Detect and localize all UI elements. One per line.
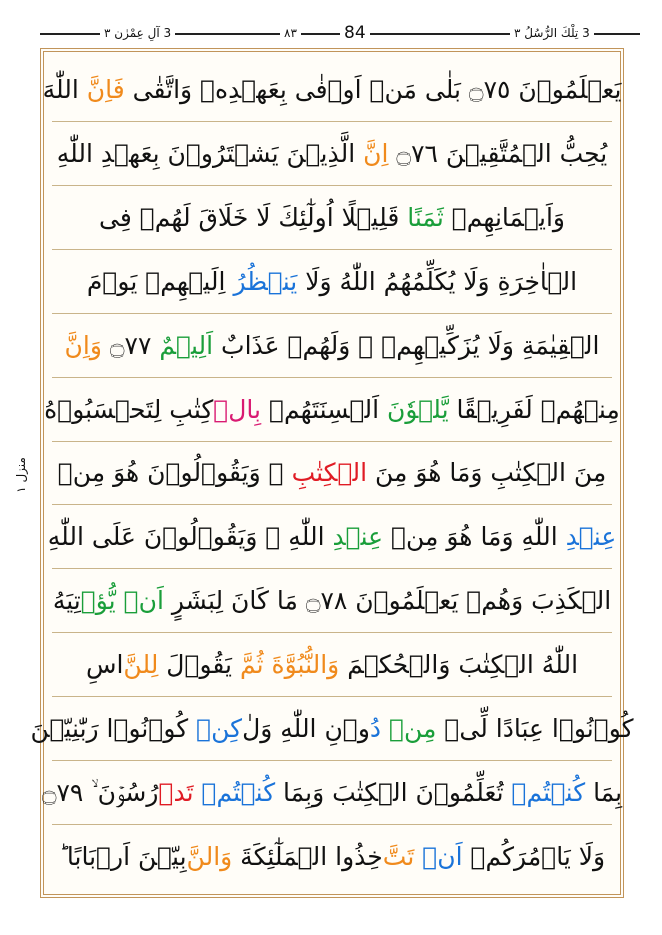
text-line bbox=[52, 825, 612, 888]
text-segment: الۡكِتٰبِ bbox=[291, 458, 368, 488]
text-line bbox=[52, 314, 612, 378]
text-line bbox=[41, 761, 623, 825]
text-segment: عِنۡدِ bbox=[565, 522, 617, 552]
text-segment: خِذُوا الۡمَلٰٓئِكَةَ bbox=[232, 842, 383, 872]
text-segment: الۡاٰخِرَةِ وَلَا يُكَلِّمُهُمُ اللّٰهُ وَلَا bbox=[297, 266, 578, 296]
text-segment: اِنَّ bbox=[363, 138, 389, 168]
text-segment: دُ bbox=[369, 714, 382, 744]
header-surah-name: 3 آلِ عِمْرٰن ٣ bbox=[100, 22, 175, 44]
text-segment: كِتٰبِ لِتَحۡسَبُوۡهُ bbox=[44, 394, 214, 424]
text-segment: يَقُوۡلَ bbox=[158, 650, 240, 680]
header-page-arabic: ٨٣ bbox=[280, 22, 301, 44]
text-segment bbox=[264, 650, 272, 679]
text-segment: اللّٰهِ وَمَا هُوَ مِنۡ bbox=[383, 522, 566, 552]
text-segment: وۡنِ اللّٰهِ وَلٰ bbox=[242, 714, 370, 744]
text-segment: كُوۡنُوۡا رَبّٰنِيّٖنَ bbox=[30, 714, 197, 744]
text-segment: وَاِنَّ bbox=[64, 330, 102, 360]
text-segment: يَعۡلَمُوۡنَ ۝٧٥ بَلٰى مَنۡ اَوۡفٰى بِعَهۡدِهٖ وَاتَّقٰى bbox=[124, 74, 622, 104]
text-segment: اسِ bbox=[85, 650, 124, 680]
text-segment: مِنۡ bbox=[388, 714, 437, 744]
text-segment: فَاِنَّ bbox=[86, 74, 125, 104]
text-segment: كِنۡ bbox=[196, 714, 243, 744]
text-segment: تِيَهُ bbox=[52, 586, 81, 616]
text-line bbox=[44, 378, 620, 442]
text-segment: اللّٰهَ bbox=[42, 74, 87, 104]
text-segment: تَدۡ bbox=[158, 778, 202, 808]
text-segment: اَلِيۡمٌ bbox=[159, 330, 214, 360]
text-segment: ۝٧٧ bbox=[101, 330, 160, 360]
text-segment bbox=[414, 842, 422, 871]
text-segment: بِيّٖنَ اَرۡبَابًا ؕ bbox=[58, 842, 187, 872]
text-segment: قَلِيۡلًا اُولٰٓئِكَ لَا خَلَاقَ لَهُمۡ فِى bbox=[99, 202, 408, 232]
text-segment: ۚ وَيَقُوۡلُوۡنَ هُوَ مِنۡ bbox=[57, 458, 292, 488]
text-segment: اَلۡسِنَتَهُمۡ bbox=[261, 394, 388, 424]
text-line bbox=[52, 250, 612, 314]
text-segment: عِنۡدِ bbox=[332, 522, 384, 552]
text-segment: مِنَ الۡكِتٰبِ وَمَا هُوَ مِنَ bbox=[367, 458, 607, 488]
text-segment bbox=[381, 714, 389, 743]
text-segment: يَنۡظُرُ bbox=[233, 266, 298, 296]
text-segment: رُسُوۡنَ ۙ ۝٧٩ bbox=[41, 777, 159, 807]
text-segment: بِمَا bbox=[585, 778, 623, 808]
text-line bbox=[30, 697, 634, 761]
text-line bbox=[52, 442, 612, 506]
text-segment: كُنۡتُمۡ bbox=[511, 778, 586, 808]
text-segment: تُعَلِّمُوۡنَ الۡكِتٰبَ وَبِمَا bbox=[275, 778, 512, 808]
text-segment: وَاَيۡمَانِهِمۡ bbox=[443, 202, 565, 232]
manzil-marker bbox=[8, 430, 34, 520]
header-page-number: 84 bbox=[340, 22, 370, 44]
text-segment: مِنۡهُمۡ لَفَرِيۡقًا bbox=[448, 394, 620, 424]
text-line bbox=[52, 186, 612, 250]
manzil-label: منزل ١ bbox=[14, 457, 28, 493]
text-segment: ثَمَنًا bbox=[407, 202, 444, 232]
text-segment: اللّٰهُ الۡكِتٰبَ وَالۡحُكۡمَ bbox=[339, 650, 579, 680]
text-segment: تَتَّ bbox=[382, 842, 415, 872]
text-segment: الَّذِيۡنَ يَشۡتَرُوۡنَ بِعَهۡدِ اللّٰهِ bbox=[56, 138, 364, 168]
text-segment: ثُمَّ bbox=[239, 650, 264, 680]
text-line bbox=[42, 58, 622, 122]
verse-lines bbox=[30, 58, 634, 888]
text-line bbox=[52, 122, 612, 186]
text-segment: الۡكَذِبَ وَهُمۡ يَعۡلَمُوۡنَ ۝٧٨ مَا كَانَ لِبَشَرٍ bbox=[163, 586, 612, 616]
text-segment: الۡقِيٰمَةِ وَلَا يُزَكِّيۡهِمۡ ۖ وَلَهُمۡ عَذَابٌ bbox=[213, 330, 600, 360]
text-line bbox=[47, 505, 617, 569]
text-line bbox=[52, 569, 612, 633]
text-segment: اَنۡ يُّؤۡ bbox=[80, 586, 164, 616]
text-segment: يَّلۡوٗنَ bbox=[387, 394, 449, 424]
text-segment: كُنۡتُمۡ bbox=[201, 778, 276, 808]
text-segment: وَلَا يَاۡمُرَكُمۡ bbox=[462, 842, 606, 872]
page-frame bbox=[30, 48, 634, 898]
page-header bbox=[40, 22, 640, 44]
text-segment: اللّٰهِ ۚ وَيَقُوۡلُوۡنَ عَلَى اللّٰهِ bbox=[47, 522, 333, 552]
text-segment: اِلَيۡهِمۡ يَوۡمَ bbox=[86, 266, 234, 296]
text-segment: لِلنَّ bbox=[123, 650, 159, 680]
header-juz-name: 3 تِلْكَ الرُّسُلُ ٣ bbox=[510, 22, 594, 44]
text-segment: اَنۡ bbox=[422, 842, 463, 872]
text-segment: وَالنُّبُوَّةَ bbox=[271, 650, 340, 680]
text-segment: وَالنَّ bbox=[186, 842, 233, 872]
text-segment: كُوۡنُوۡا عِبَادًا لِّىۡ bbox=[436, 714, 634, 744]
text-segment: يُحِبُّ الۡمُتَّقِيۡنَ ۝٧٦ bbox=[388, 138, 608, 168]
text-line bbox=[52, 633, 612, 697]
text-segment: بِالۡ bbox=[213, 394, 262, 424]
